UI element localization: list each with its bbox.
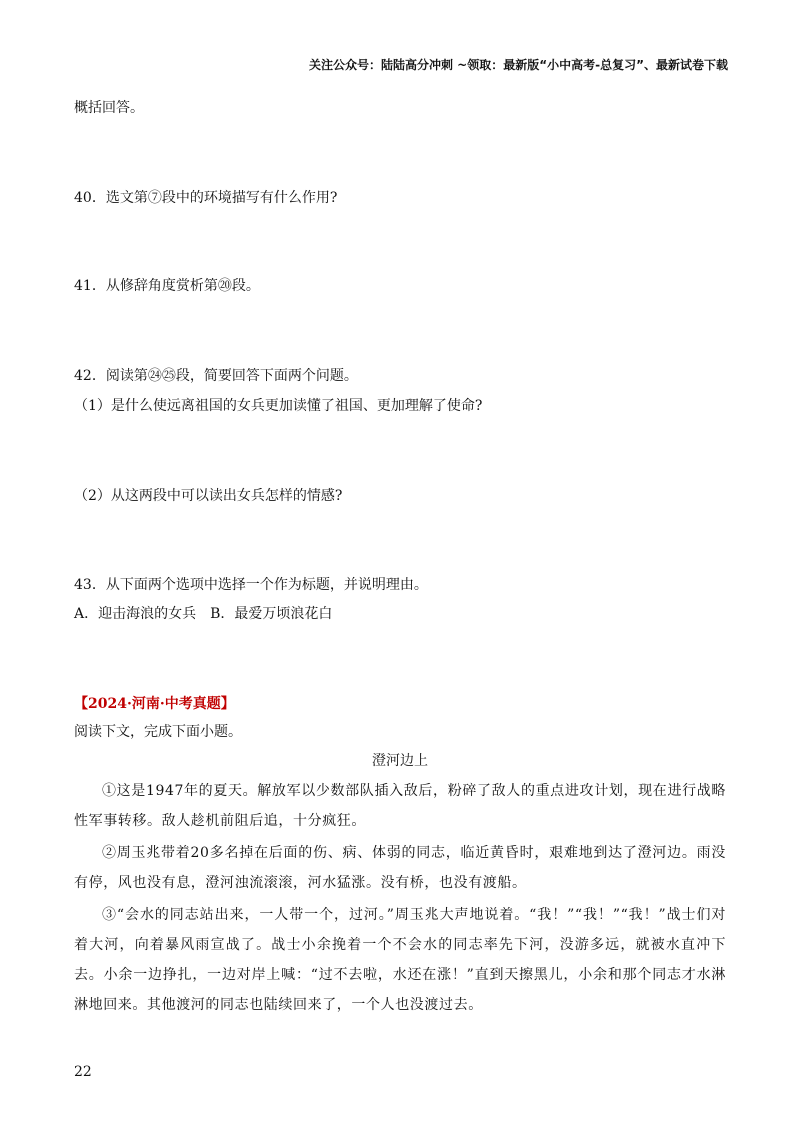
source-tag: 【2024·河南·中考真题】: [74, 696, 235, 712]
text-line: 概括回答。: [74, 100, 144, 116]
question-42: 42．阅读第㉔㉕段，简要回答下面两个问题。: [74, 368, 358, 384]
question-42-part-2: （2）从这两段中可以读出女兵怎样的情感?: [74, 488, 343, 504]
article-title: 澄河边上: [372, 753, 428, 769]
question-43: 43．从下面两个选项中选择一个作为标题，并说明理由。: [74, 577, 428, 593]
article-paragraph-1: ①这是1947年的夏天。解放军以少数部队插入敌后，粉碎了敌人的重点进攻计划，现在进行战略性军事转移。敌人趁机前阻后追，十分疯狂。: [74, 783, 726, 829]
question-40: 40．选文第⑦段中的环境描写有什么作用?: [74, 190, 338, 206]
article-paragraph-3: ③“会水的同志站出来，一人带一个，过河。”周玉兆大声地说着。“我！”“我！”“我！”战士们对着大河，向着暴风雨宣战了。战士小余挽着一个不会水的同志率先下河，没游多远，就被水直冲下去。小余一边挣扎，一边对岸上喊：“过不去啦，水还在涨！”直到天擦黑儿，小余和那个同志才水淋淋地回来。其他渡河的同志也陆续回来了，一个人也没渡过去。: [74, 907, 726, 1013]
instruction: 阅读下文，完成下面小题。: [74, 724, 242, 740]
question-42-part-1: （1）是什么使远离祖国的女兵更加读懂了祖国、更加理解了使命?: [74, 398, 483, 414]
article-paragraph-2: ②周玉兆带着20多名掉在后面的伤、病、体弱的同志，临近黄昏时，艰难地到达了澄河边。雨没有停，风也没有息，澄河浊流滚滚，河水猛涨。没有桥，也没有渡船。: [74, 845, 726, 891]
page-number: 22: [74, 1064, 92, 1080]
question-41: 41．从修辞角度赏析第⑳段。: [74, 278, 260, 294]
page-header: 关注公众号：陆陆高分冲刺 ~领取：最新版“小中高考-总复习”、最新试卷下载: [309, 58, 728, 72]
question-43-options: A．迎击海浪的女兵 B．最爱万顷浪花白: [74, 606, 333, 622]
